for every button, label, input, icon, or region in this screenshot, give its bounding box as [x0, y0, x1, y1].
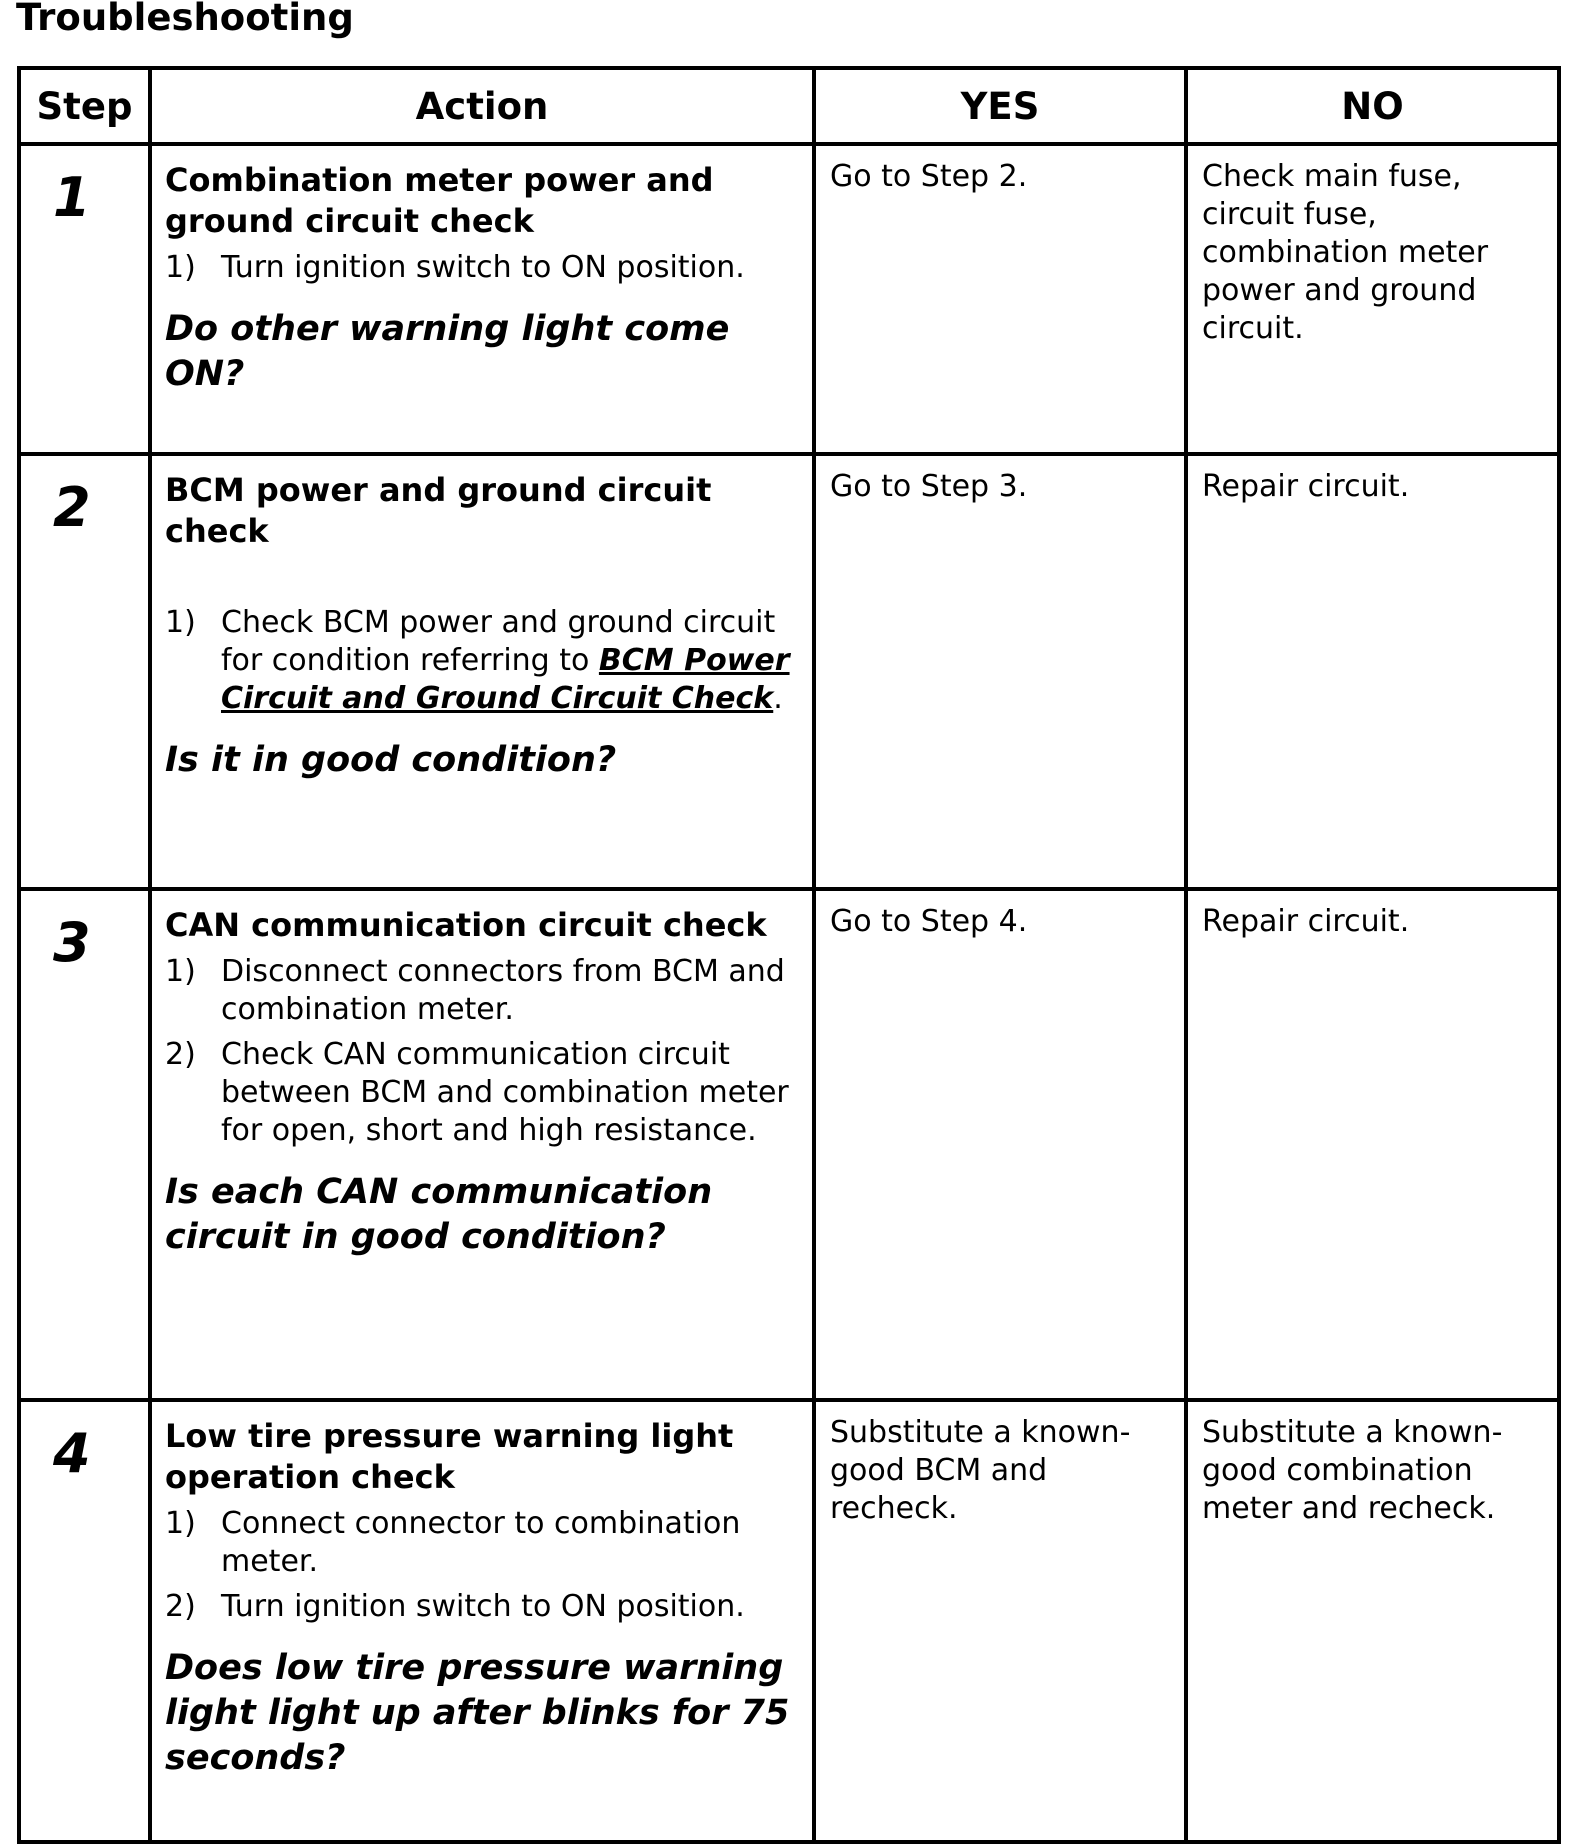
yes-cell: Substitute a known-good BCM and recheck. [814, 1400, 1186, 1842]
table-header-row [19, 68, 1559, 144]
action-step-number: 1) [165, 250, 196, 285]
action-title: BCM power and ground circuit check [165, 471, 712, 550]
action-step [165, 953, 802, 1029]
yes-cell: Go to Step 3. [814, 454, 1186, 889]
action-question: Do other warning light come ON? [165, 309, 730, 394]
no-cell: Repair circuit. [1186, 454, 1559, 889]
action-step [165, 249, 802, 287]
action-title: Combination meter power and ground circuit check [165, 161, 714, 240]
table-row [19, 144, 1559, 454]
action-title: Low tire pressure warning light operation check [165, 1417, 734, 1496]
troubleshooting-table [17, 66, 1561, 1844]
action-question: Is it in good condition? [165, 740, 617, 780]
step-cell [19, 454, 150, 889]
action-steps [165, 953, 802, 1150]
action-cell [150, 889, 814, 1400]
step-number: 1 [53, 166, 91, 229]
action-steps [165, 604, 802, 718]
column-header-yes: YES [814, 68, 1186, 144]
action-step [165, 1505, 802, 1581]
no-cell: Substitute a known-good combination meter and recheck. [1186, 1400, 1559, 1842]
action-step-text: Connect connector to combination meter. [221, 1506, 741, 1579]
table-row [19, 454, 1559, 889]
no-cell: Check main fuse, circuit fuse, combination meter power and ground circuit. [1186, 144, 1559, 454]
action-step-text: Disconnect connectors from BCM and combination meter. [221, 954, 785, 1027]
yes-cell: Go to Step 2. [814, 144, 1186, 454]
action-step-number: 2) [165, 1589, 196, 1624]
action-step-text: Check BCM power and ground circuit for condition referring to [221, 605, 776, 678]
action-step [165, 1588, 802, 1626]
action-step-text: Check CAN communication circuit between BCM and combination meter for open, short and high resistance. [221, 1037, 789, 1148]
yes-cell: Go to Step 4. [814, 889, 1186, 1400]
action-question: Does low tire pressure warning light light up after blinks for 75 seconds? [165, 1648, 790, 1778]
action-step [165, 604, 802, 718]
action-steps [165, 1505, 802, 1626]
action-step-suffix: . [773, 681, 783, 716]
action-step-text: Turn ignition switch to ON position. [221, 1589, 745, 1624]
step-number: 2 [53, 476, 91, 539]
column-header-no: NO [1186, 68, 1559, 144]
step-cell [19, 144, 150, 454]
bcm-power-circuit-link[interactable]: BCM Power Circuit and Ground Circuit Check [221, 643, 790, 716]
action-step-number: 1) [165, 954, 196, 989]
step-cell [19, 1400, 150, 1842]
step-number: 3 [53, 911, 91, 974]
column-header-step: Step [19, 68, 150, 144]
action-title: CAN communication circuit check [165, 906, 767, 944]
action-step-number: 1) [165, 605, 196, 640]
action-step-number: 1) [165, 1506, 196, 1541]
page-title: Troubleshooting [16, 0, 354, 39]
column-header-action: Action [150, 68, 814, 144]
action-step-number: 2) [165, 1037, 196, 1072]
action-question: Is each CAN communication circuit in good condition? [165, 1172, 713, 1257]
action-cell [150, 454, 814, 889]
no-cell: Repair circuit. [1186, 889, 1559, 1400]
action-cell [150, 144, 814, 454]
action-steps [165, 249, 802, 287]
table-row [19, 889, 1559, 1400]
action-cell [150, 1400, 814, 1842]
step-cell [19, 889, 150, 1400]
step-number: 4 [53, 1422, 91, 1485]
action-step [165, 1036, 802, 1150]
action-step-text: Turn ignition switch to ON position. [221, 250, 745, 285]
table-row [19, 1400, 1559, 1842]
